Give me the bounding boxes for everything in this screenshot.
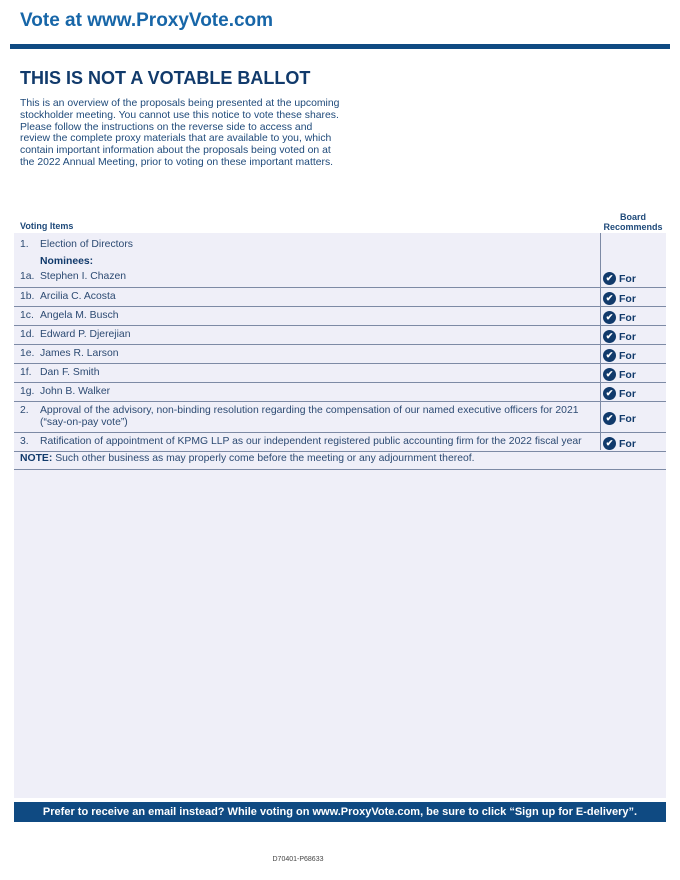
item-number: 1e. (20, 348, 35, 359)
check-circle-icon: ✔ (603, 387, 616, 400)
check-circle-icon: ✔ (603, 292, 616, 305)
table-row (14, 364, 666, 383)
item-number: 3. (20, 436, 29, 447)
check-circle-icon: ✔ (603, 330, 616, 343)
table-row (14, 402, 666, 433)
item-text: John B. Walker (40, 386, 111, 397)
voting-items-table (14, 233, 666, 798)
item-text: Angela M. Busch (40, 310, 119, 321)
item-number: 1a. (20, 271, 35, 282)
board-recommendation: ✔ For (603, 437, 636, 450)
note: NOTE: Such other business as may properly come before the meeting or any adjournment thereof. (20, 453, 475, 464)
item-text: Approval of the advisory, non-binding resolution regarding the compensation of our named executive officers for 2021 (“say-on-pay vote”) (40, 405, 579, 428)
item-text: Stephen I. Chazen (40, 271, 127, 282)
item-number: 2. (20, 405, 29, 416)
board-recommendation: ✔ For (603, 292, 636, 305)
note-row-border (14, 452, 666, 470)
check-circle-icon: ✔ (603, 311, 616, 324)
header-divider (10, 44, 670, 49)
item-number: 1c. (20, 310, 34, 321)
item-text: James R. Larson (40, 348, 119, 359)
board-recommendation: ✔ For (603, 330, 636, 343)
item-number: 1d. (20, 329, 35, 340)
table-row (14, 307, 666, 326)
header-title: Vote at www.ProxyVote.com (20, 10, 274, 31)
table-row (14, 288, 666, 307)
board-recommendation: ✔ For (603, 311, 636, 324)
nominees-label: Nominees: (40, 256, 94, 267)
check-circle-icon: ✔ (603, 272, 616, 285)
e-delivery-banner: Prefer to receive an email instead? While voting on www.ProxyVote.com, be sure to click “Sign up for E-delivery”. (14, 802, 666, 822)
item-text: Arcilia C. Acosta (40, 291, 116, 302)
item-number: 1. (20, 239, 29, 250)
table-row (14, 345, 666, 364)
voting-items-heading: Voting Items (20, 221, 74, 231)
item-text: Election of Directors (40, 239, 133, 250)
board-recommendation: ✔ For (603, 349, 636, 362)
table-row (14, 383, 666, 402)
table-row (14, 433, 666, 452)
item-number: 1g. (20, 386, 35, 397)
table-row (14, 233, 666, 288)
item-text: Ratification of appointment of KPMG LLP as our independent registered public accounting firm for the 2022 fiscal year (40, 436, 582, 447)
table-row (14, 326, 666, 345)
document-code: D70401-P68633 (272, 856, 324, 863)
check-circle-icon: ✔ (603, 412, 616, 425)
board-recommendation: ✔ For (603, 412, 636, 425)
board-recommendation: ✔ For (603, 368, 636, 381)
board-recommendation: ✔ For (603, 272, 636, 285)
check-circle-icon: ✔ (603, 437, 616, 450)
intro-text: This is an overview of the proposals being presented at the upcoming stockholder meeting. You cannot use this notice to vote these shares. Please follow the instructions on the reverse side to access and review the complete proxy materials that are available to you, which contain important information about the proposals being voted on at the 2022 Annual Meeting, prior to voting on these important matters. (20, 98, 340, 168)
check-circle-icon: ✔ (603, 368, 616, 381)
item-text: Dan F. Smith (40, 367, 100, 378)
board-recommendation: ✔ For (603, 387, 636, 400)
page-title: THIS IS NOT A VOTABLE BALLOT (20, 68, 311, 88)
item-number: 1f. (20, 367, 32, 378)
check-circle-icon: ✔ (603, 349, 616, 362)
item-number: 1b. (20, 291, 35, 302)
item-text: Edward P. Djerejian (40, 329, 131, 340)
board-recommends-heading: Board Recommends (603, 212, 663, 232)
